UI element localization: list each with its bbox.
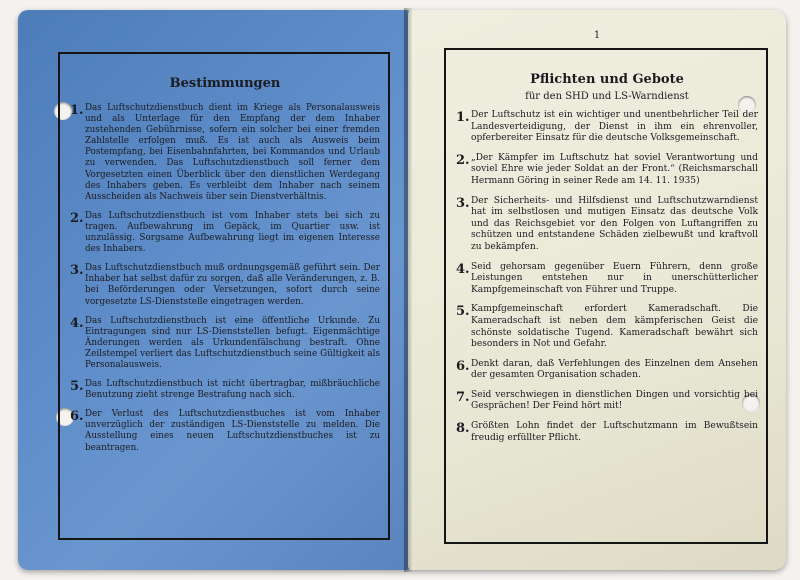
item-number: 4. bbox=[456, 261, 470, 277]
duty-item bbox=[456, 359, 758, 382]
item-number: 5. bbox=[70, 379, 84, 395]
item-text: Seid verschwiegen in dienstlichen Dingen und vorsichtig bei Gesprächen! Der Feind hört mit! bbox=[471, 389, 758, 412]
item-text: Das Luftschutzdienstbuch ist nicht übertragbar, mißbräuchliche Benutzung zieht strenge Bestrafung nach sich. bbox=[85, 379, 380, 401]
item-text: Der Verlust des Luftschutzdienstbuches ist vom Inhaber unverzüglich der zuständigen LS-Dienststelle zu melden. Die Ausstellung eines neuen Luftschutzdienstbuches ist zu beantragen. bbox=[85, 409, 380, 453]
rule-item bbox=[70, 316, 380, 371]
item-text: Das Luftschutzdienstbuch ist vom Inhaber stets bei sich zu tragen. Aufbewahrung im Gepäck, im Quartier usw. ist unzulässig. Sorgsame Aufbewahrung liegt im eigenen Interesse des Inhabers. bbox=[85, 210, 380, 255]
item-text: „Der Kämpfer im Luftschutz hat soviel Verantwortung und soviel Ehre wie jeder Soldat an der Front.“ (Reichsmarschall Hermann Göring in seiner Rede am 14. 11. 1935) bbox=[471, 152, 758, 186]
item-text: Größten Lohn findet der Luftschutzmann im Bewußtsein freudig erfüllter Pflicht. bbox=[471, 421, 758, 443]
rule-item bbox=[70, 103, 380, 203]
duty-item bbox=[456, 421, 758, 444]
item-number: 8. bbox=[456, 421, 470, 437]
item-number: 2. bbox=[70, 210, 84, 226]
duty-item bbox=[456, 390, 758, 413]
duty-item bbox=[456, 153, 758, 188]
item-text: Seid gehorsam gegenüber Euern Führern, denn große Leistungen entstehen nur in unerschütterlicher Kampfgemeinschaft von Führer und Truppe. bbox=[471, 261, 758, 295]
item-number: 1. bbox=[456, 110, 470, 125]
right-page-subheading: für den SHD und LS-Warndienst bbox=[525, 91, 689, 102]
item-number: 5. bbox=[456, 304, 470, 320]
rule-item bbox=[70, 409, 380, 453]
item-text: Kampfgemeinschaft erfordert Kameradschaft. Die Kameradschaft ist neben dem kämpferischen Geist die schönste soldatische Tugend. Kameradschaft bewährt sich besonders in Not und Gefahr. bbox=[471, 304, 758, 350]
item-number: 1. bbox=[70, 103, 84, 118]
page-number: 1 bbox=[593, 30, 601, 41]
item-text: Denkt daran, daß Verfehlungen des Einzelnen dem Ansehen der gesamten Organisation schaden. bbox=[471, 358, 758, 381]
right-page bbox=[408, 10, 786, 570]
item-number: 4. bbox=[70, 315, 84, 331]
item-number: 3. bbox=[70, 263, 84, 279]
item-text: Das Luftschutzdienstbuch muß ordnungsgemäß geführt sein. Der Inhaber hat selbst dafür zu sorgen, daß alle Veränderungen, z. B. bei Beförderungen oder Versetzungen, sofort durch seine vorgesetzte LS-Dienststelle eingetragen werden. bbox=[85, 263, 380, 307]
item-text: Der Luftschutz ist ein wichtiger und unentbehrlicher Teil der Landesverteidigung, der Dienst in ihm ein ehrenvoller, opferbereiter Einsatz für die deutsche Volksgemeinschaft. bbox=[471, 110, 758, 144]
rule-item bbox=[70, 211, 380, 255]
item-text: Der Sicherheits- und Hilfsdienst und Luftschutzwarndienst hat im selbstlosen und mutigen Einsatz das deutsche Volk und das Reichsgebiet vor den Folgen von Luftangriffen zu schützen und entstandene Schäden zielbewußt und kraftvoll zu bekämpfen. bbox=[471, 195, 758, 252]
duty-item bbox=[456, 110, 758, 145]
item-text: Das Luftschutzdienstbuch ist eine öffentliche Urkunde. Zu Eintragungen sind nur LS-Dienststellen befugt. Eigenmächtige Änderungen werden als Urkundenfälschung bestraft. Ohne Zeilstempel verliert das Luftschutzdienstbuch seine Gültigkeit als Personalausweis. bbox=[85, 315, 380, 370]
rule-item bbox=[70, 263, 380, 307]
duty-item bbox=[456, 196, 758, 254]
item-number: 7. bbox=[456, 389, 470, 405]
left-page bbox=[18, 10, 410, 570]
item-number: 6. bbox=[70, 409, 84, 425]
left-page-heading: Bestimmungen bbox=[169, 76, 281, 91]
duty-item bbox=[456, 262, 758, 297]
rule-item bbox=[70, 379, 380, 401]
item-text: Das Luftschutzdienstbuch dient im Kriege als Personalausweis und als Unterlage für den Empfang der dem Inhaber zustehenden Gebührnisse, sofern ein solcher bei einer fremden Zahlstelle erfolgen muß. Es ist auch als Ausweis beim Postempfang, bei Eisenbahnfahrten, bei Kommandos und Urlaub zu verwenden. Das Luftschutzdienstbuch soll ferner dem Vorgesetzten einen Überblick über den dienstlichen Werdegang des Inhabers geben. Es verbleibt dem Inhaber nach seinem Ausscheiden als Nachweis über sein Dienstverhältnis. bbox=[85, 103, 380, 202]
book-gutter bbox=[404, 8, 412, 572]
duty-item bbox=[456, 304, 758, 350]
item-number: 2. bbox=[456, 152, 470, 168]
item-number: 3. bbox=[456, 195, 470, 211]
right-page-heading: Pflichten und Gebote bbox=[530, 72, 684, 87]
right-page-frame bbox=[444, 48, 768, 544]
left-page-frame bbox=[58, 52, 390, 540]
item-number: 6. bbox=[456, 358, 470, 374]
